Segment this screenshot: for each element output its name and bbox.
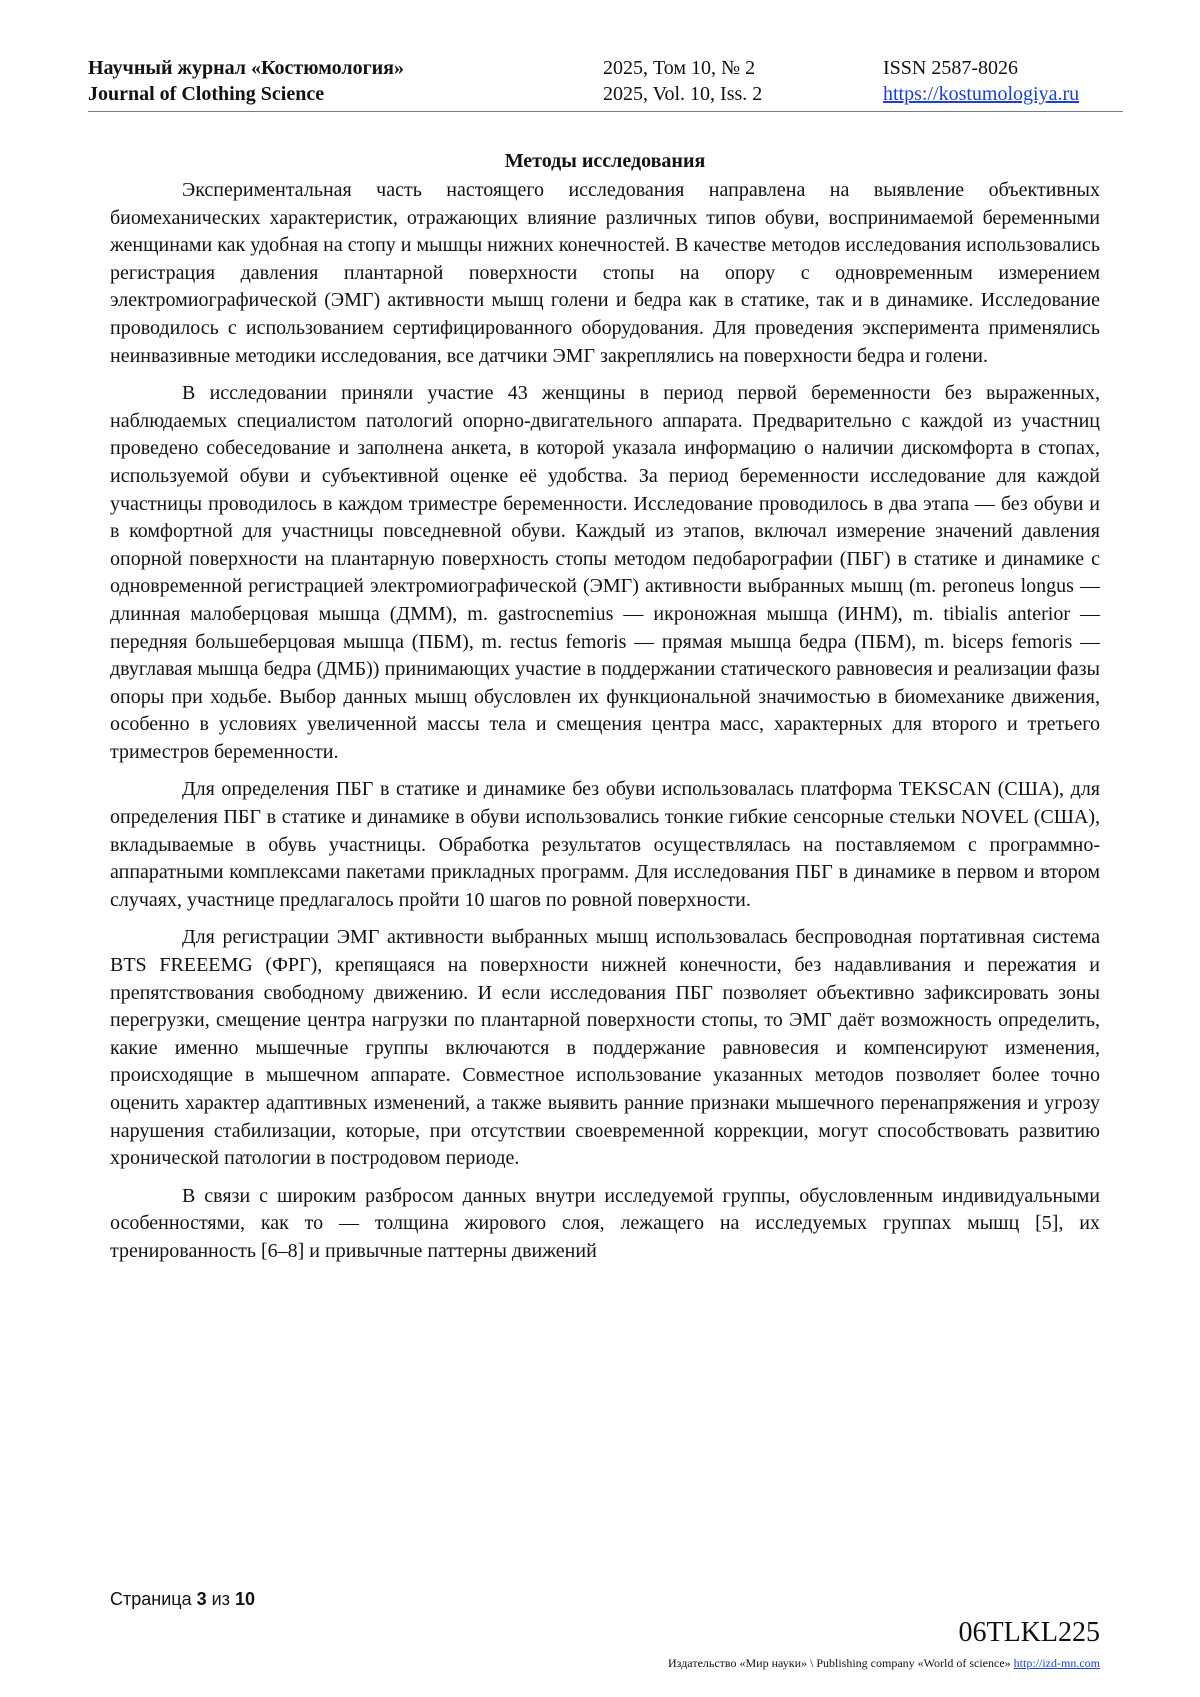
journal-title-ru: Научный журнал «Костюмология» bbox=[88, 57, 404, 79]
journal-url-link[interactable]: https://kostumologiya.ru bbox=[883, 83, 1080, 105]
journal-title-block bbox=[88, 55, 404, 107]
paragraph-2: В исследовании приняли участие 43 женщины в период первой беременности без выраженных, наблюдаемых специалистом патологий опорно-двигательного аппарата. Предварительно с каждой из участниц проведено собеседование и заполнена анкета, в которой указала информацию о наличии дискомфорта в стопах, используемой обуви и субъективной оценке её удобства. За период беременности исследование для каждой участницы проводилось в каждом триместре беременности. Исследование проводилось в два этапа — без обуви и в комфортной для участницы повседневной обуви. Каждый из этапов, включал измерение значений давления опорной поверхности на плантарную поверхность стопы методом педобарографии (ПБГ) в статике и динамике с одновременной регистрацией электромиографической (ЭМГ) активности выбранных мышц (m. peroneus longus — длинная малоберцовая мышца (ДММ), m. gastrocnemius — икроножная мышца (ИНМ), m. tibialis anterior — передняя большеберцовая мышца (ПБМ), m. rectus femoris — прямая мышца бедра (ПБМ), m. biceps femoris — двуглавая мышца бедра (ДМБ)) принимающих участие в поддержании статического равновесия и реализации фазы опоры при ходьбе. Выбор данных мышц обусловлен их функциональной значимостью в биомеханике движения, особенно в условиях увеличенной массы тела и смещения центра масс, характерных для второго и третьего триместров беременности. bbox=[110, 382, 1100, 763]
page-of: из bbox=[211, 1589, 230, 1609]
paragraph-5: В связи с широким разбросом данных внутри исследуемой группы, обусловленным индивидуальными особенностями, как то — толщина жирового слоя, лежащего на исследуемых группах мышц [5], их тренированность [6–8] и привычные паттерны движений bbox=[110, 1184, 1100, 1262]
article-body bbox=[110, 147, 1100, 1276]
page-total: 10 bbox=[234, 1589, 255, 1609]
page-number bbox=[110, 1588, 255, 1610]
publisher-link[interactable]: http://izd-mn.com bbox=[1013, 1656, 1100, 1670]
paragraph-1: Экспериментальная часть настоящего исследования направлена на выявление объективных биомеханических характеристик, отражающих влияние различных типов обуви, воспринимаемой беременными женщинами как удобная на стопу и мышцы нижних конечностей. В качестве методов исследования использовались регистрация давления плантарной поверхности стопы на опору с одновременным измерением электромиографической (ЭМГ) активности мышц голени и бедра как в статике, так и в динамике. Исследование проводилось с использованием сертифицированного оборудования. Для проведения эксперимента применялись неинвазивные методики исследования, все датчики ЭМГ закреплялись на поверхности бедра и голени. bbox=[110, 179, 1100, 367]
issn: ISSN 2587-8026 bbox=[883, 57, 1019, 79]
page-prefix: Страница bbox=[110, 1589, 192, 1609]
page-current: 3 bbox=[196, 1589, 207, 1609]
paragraph-3: Для определения ПБГ в статике и динамике без обуви использовалась платформа TEKSCAN (США), для определения ПБГ в статике и динамике в обуви использовались тонкие гибкие сенсорные стельки NOVEL (США), вкладываемые в обувь участницы. Обработка результатов осуществлялась на поставляемом с программно-аппаратными комплексами пакетами прикладных программ. Для исследования ПБГ в динамике в первом и втором случаях, участнице предлагалось пройти 10 шагов по ровной поверхности. bbox=[110, 778, 1100, 911]
issue-info-en: 2025, Vol. 10, Iss. 2 bbox=[603, 83, 763, 105]
section-title: Методы исследования bbox=[504, 150, 706, 172]
publisher-text: Издательство «Мир науки» \ Publishing company «World of science» bbox=[668, 1656, 1011, 1670]
journal-title-en: Journal of Clothing Science bbox=[88, 83, 325, 105]
issn-block bbox=[883, 55, 1079, 107]
issue-info-ru: 2025, Том 10, № 2 bbox=[603, 57, 756, 79]
issue-info-block bbox=[603, 55, 762, 107]
page-header bbox=[88, 55, 1123, 112]
publisher-line bbox=[668, 1655, 1100, 1671]
paragraph-4: Для регистрации ЭМГ активности выбранных мышц использовалась беспроводная портативная система BTS FREEEMG (ФРГ), крепящаяся на поверхности нижней конечности, без надавливания и пережатия и препятствования свободному движению. И если исследования ПБГ позволяет объективно зафиксировать зоны перегрузки, смещение центра нагрузки по плантарной поверхности стопы, то ЭМГ даёт возможность определить, какие именно мышечные группы включаются в поддержание равновесия и компенсируют изменения, происходящие в мышечном аппарате. Совместное использование указанных методов позволяет более точно оценить характер адаптивных изменений, а также выявить ранние признаки мышечного перенапряжения и угрозу нарушения стабилизации, которые, при отсутствии своевременной коррекции, могут способствовать развитию хронической патологии в постродовом периоде. bbox=[110, 926, 1100, 1170]
article-code: 06TLKL225 bbox=[958, 1617, 1100, 1648]
